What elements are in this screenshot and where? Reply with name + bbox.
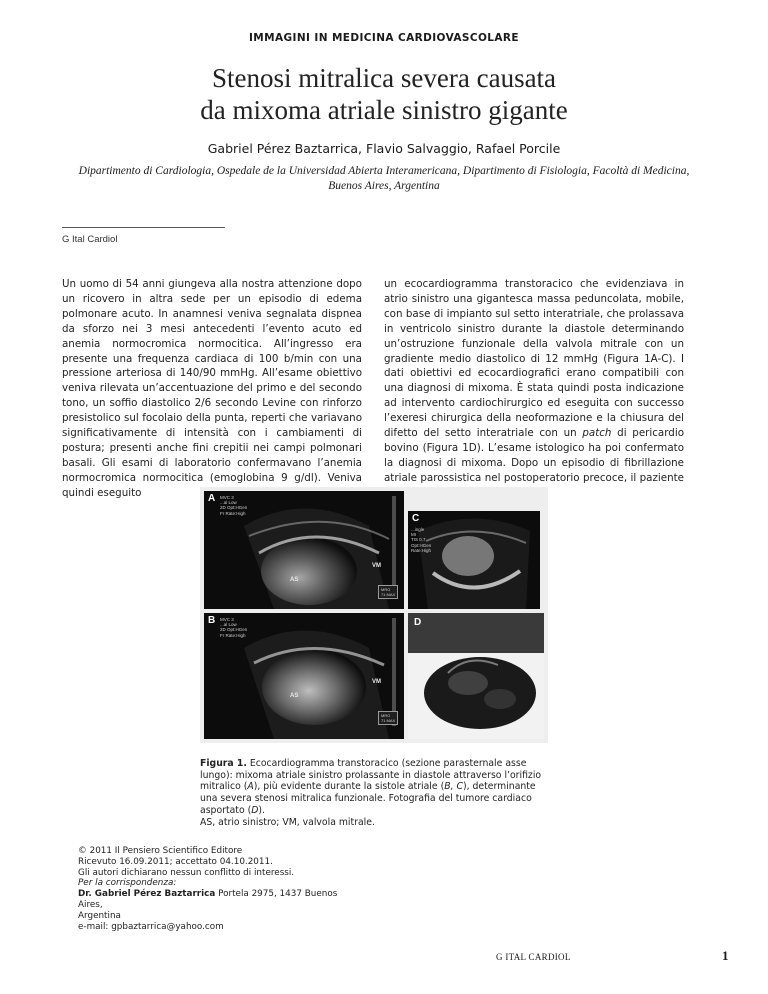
caption-part: ), determinante una severa stenosi mitralica funzionale. Fotografia del tumore cardiaco asportato ( [200, 781, 536, 816]
body-text-part1: un ecocardiogramma transtoracico che evidenziava in atrio sinistro una gigantesca massa peduncolata, mobile, con base di impianto sul setto interatriale, che prolassava in ventricolo sinistro durante la diastole determinando un’ostruzione funzionale della valvola mitrale con un gradiente medio diastolico di 12 mmHg (Figura 1A-C). I dati obiettivi ed ecocardiografici erano compatibili con una diagnosi di mixoma. È stata quindi posta indicazione ad intervento cardiochirurgico ed eseguita con successo l’exeresi chirurgica della neoformazione e la chiusura del difetto del setto interatriale con un [384, 278, 684, 440]
measure-box-b [378, 711, 398, 725]
body-paragraph-left: Un uomo di 54 anni giungeva alla nostra attenzione dopo un ricovero in altra sede per un episodio di edema polmonare acuto. In anamnesi veniva segnalata dispnea da sforzo nei 3 mesi antecedenti l’evento acuto ed anemia normocromica normocitica. All’ingresso era presente una frequenza cardiaca di 100 b/min con una pressione arteriosa di 140/90 mmHg. All’esame obiettivo veniva rilevata un’accentuazione del primo e del secondo tono, un soffio diastolico 2/6 secondo Levine con rinforzo presistolico sul focolaio della punta, reperti che variavano significativamente di intensità con i cambiamenti di postura; presenti anche fini crepitii nei campi polmonari basali. Gli esami di laboratorio confermavano l’anemia normocromica normocitica (emoglobina 9 g/dl). Veniva quindi eseguito [62, 278, 362, 499]
affiliation: Dipartimento di Cardiologia, Ospedale de la Universidad Abierta Interamericana, Dipartimento di Fisiologia, Facoltà di Medicina, Buenos Aires, Argentina [78, 165, 690, 192]
echo-panel-a [204, 491, 404, 609]
setting-line: Fr Rate:High [220, 510, 246, 516]
ultrasound-settings-c [411, 527, 431, 553]
setting-line: Fr Rate:High [220, 632, 246, 638]
echo-panel-b [204, 613, 404, 739]
correspondent-email[interactable]: e-mail: gpbaztarrica@yahoo.com [78, 921, 224, 932]
measure-line: 71 MAX [381, 718, 396, 723]
measure-line: MRG [381, 713, 391, 718]
label-as-a: AS [290, 577, 299, 583]
body-column-right [384, 277, 684, 501]
title-line-2: da mixoma atriale sinistro gigante [200, 95, 568, 125]
address-text: Portela 2975, 1437 Buenos Aires, [78, 889, 338, 910]
echo-image-c [408, 511, 540, 609]
figure-caption [200, 758, 550, 828]
figure-1 [200, 487, 548, 743]
setting-line: 2D Opt:HGen [220, 627, 248, 633]
setting-line: MVC 3 [220, 617, 234, 622]
setting-line: Opt:HGen [411, 542, 432, 548]
setting-line: TIS 0.7 [411, 537, 426, 543]
body-column-left [62, 277, 362, 501]
received-dates: Ricevuto 16.09.2011; accettato 04.10.2011. [78, 856, 273, 867]
setting-line: MI [411, 532, 416, 538]
panel-letter-d: D [414, 617, 422, 628]
header-rule [62, 227, 225, 228]
section-header: IMMAGINI IN MEDICINA CARDIOVASCOLARE [249, 32, 519, 44]
correspondent-country: Argentina [78, 910, 121, 921]
title-line-1: Stenosi mitralica severa causata [211, 63, 557, 93]
label-vm-b: VM [372, 679, 381, 685]
echo-panel-c [408, 511, 540, 609]
body-text-patch: patch [582, 427, 612, 440]
page-number: 1 [722, 948, 729, 963]
conflict-statement: Gli autori dichiarano nessun conflitto di interessi. [78, 867, 295, 878]
caption-label: Figura 1. [200, 758, 247, 769]
panel-letter-a: A [208, 493, 216, 504]
journal-reference: G Ital Cardiol [62, 234, 118, 245]
caption-part: Ecocardiogramma transtoracico (sezione parasternale asse lungo): mixoma atriale sinistro prolassante in diastole attraverso l’orifizio mitralico ( [200, 758, 542, 793]
ultrasound-settings-a [220, 495, 247, 516]
caption-part: ), più evidente durante la sistole atriale ( [253, 781, 445, 793]
caption-ref-a: A [247, 781, 254, 793]
article-title [0, 62, 768, 126]
body-text-part2: di pericardio bovino (Figura 1D). L’esame istologico ha poi confermato la diagnosi di mixoma. Dopo un episodio di fibrillazione atriale parossistica nel postoperatorio precoce, il paziente [384, 427, 684, 484]
setting-line: ...al Low [220, 622, 237, 628]
setting-line: MVC 3 [220, 495, 234, 500]
measure-line: MRG [381, 587, 391, 592]
measure-box-a [378, 585, 398, 599]
caption-abbreviations: AS, atrio sinistro; VM, valvola mitrale. [200, 816, 375, 828]
body-paragraph-right [384, 277, 684, 501]
setting-line: Rate:High [411, 547, 432, 553]
measure-line: 71 MAX [381, 592, 396, 597]
copyright: © 2011 Il Pensiero Scientifico Editore [78, 846, 243, 856]
setting-line: ...ingle [411, 527, 425, 532]
panel-letter-b: B [208, 615, 216, 626]
caption-text [200, 758, 550, 817]
panel-letter-c: C [412, 513, 420, 524]
label-vm-a: VM [372, 563, 381, 569]
caption-ref-d: D [251, 804, 259, 816]
footer-journal-name: G ITAL CARDIOL [496, 952, 571, 962]
correspondence-label: Per la corrispondenza: [78, 878, 177, 889]
correspondent-address [78, 889, 358, 911]
tumor-photo-panel-d [408, 613, 544, 739]
tumor-photo-d [408, 613, 544, 739]
ultrasound-settings-b [220, 617, 247, 638]
setting-line: ...al Low [220, 500, 237, 506]
correspondent-name: Dr. Gabriel Pérez Baztarrica [78, 889, 216, 900]
authors: Gabriel Pérez Baztarrica, Flavio Salvaggio, Rafael Porcile [207, 141, 561, 156]
setting-line: 2D Opt:HGen [220, 505, 248, 511]
caption-part: ). [258, 804, 265, 816]
label-as-b: AS [290, 693, 299, 699]
caption-ref-bc: B, C [444, 781, 463, 793]
footnote-block [78, 846, 358, 932]
